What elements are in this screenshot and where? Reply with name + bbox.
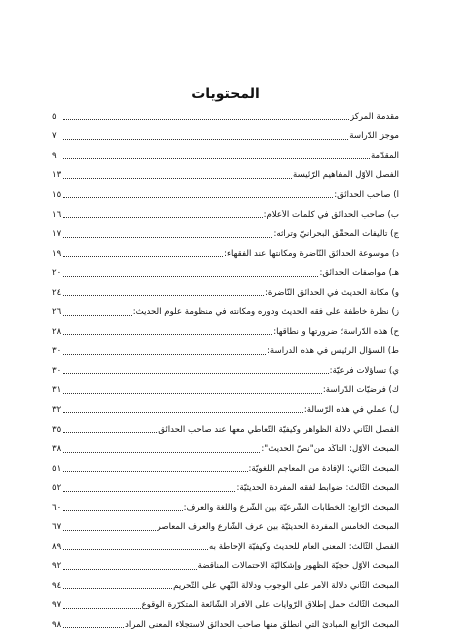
toc-entry[interactable] <box>52 322 399 342</box>
toc-entry[interactable] <box>52 576 399 596</box>
toc-page-number: ٨٩ <box>52 541 62 552</box>
toc-entry-text: الفصل الثّاني دلالة الظواهر وكيفيّة التّعاطي معها عند صاحب الحدائق <box>158 424 399 435</box>
toc-entry-text: هـ) مواصفات الحدائق: <box>319 268 399 279</box>
dot-leader <box>63 197 333 198</box>
toc-entry-text: المبحث الخامس المفردة الحديثيّة بين عرف الشّارع والعرف المعاصر <box>156 522 399 533</box>
toc-entry-text: الفصل الأوّل المفاهيم الرّئيسة <box>293 170 399 181</box>
toc-entry[interactable] <box>52 107 399 127</box>
dot-leader <box>63 588 172 589</box>
toc-entry[interactable] <box>52 615 399 635</box>
toc-page-number: ٦٠ <box>52 502 62 513</box>
toc-page-number: ٣٠ <box>52 346 62 357</box>
toc-entry-text: المبحث الثّالث حمل إطلاق الرّوايات على الأفراد الشّائعة المتكرّرة الوقوع <box>141 600 399 611</box>
toc-page-number: ٣٢ <box>52 404 62 415</box>
toc-entry[interactable] <box>52 263 399 283</box>
toc-entry-text: المبحث الثّاني: الإفادة من المعاجم اللّغويّة: <box>248 463 399 474</box>
toc-entry-text: الفصل الثّالث: المعنى العام للحديث وكيفيّة الإحاطة به <box>209 541 399 552</box>
toc-entry-text: المبحث الثّاني دلالة الأمر على الوجوب ودلالة النّهي على التّحريم <box>173 580 399 591</box>
toc-page-number: ٦٧ <box>52 522 62 533</box>
dot-leader <box>63 354 266 355</box>
toc-page-number: ٢٤ <box>52 287 62 298</box>
toc-page-number: ٥٢ <box>52 483 62 494</box>
toc-page-number: ٩٨ <box>52 619 62 630</box>
toc-entry-text: مقدمة المركز <box>350 111 399 122</box>
dot-leader <box>63 119 349 120</box>
toc-entry[interactable] <box>52 166 399 186</box>
toc-page-number: ٩٤ <box>52 580 62 591</box>
toc-entry-text: موجز الدّراسة <box>349 131 399 142</box>
toc-entry[interactable] <box>52 224 399 244</box>
toc-page-number: ٣٨ <box>52 444 62 455</box>
toc-entry-text: المبحث الثّالث: ضوابط لفقه المفردة الحديثيّة: <box>236 483 399 494</box>
toc-entry-text: المقدّمة <box>370 150 399 161</box>
toc-entry-text: المبحث الأوّل: التأكّد من"نصّ الحديث": <box>261 444 399 455</box>
toc-entry[interactable] <box>52 498 399 518</box>
toc-entry-text: المبحث الرّابع: الخطابات الشّرعيّة بين الشّرع واللّغة والعرف: <box>183 502 399 513</box>
toc-entry[interactable] <box>52 146 399 166</box>
toc-page-number: ٢٦ <box>52 307 62 318</box>
toc-entry-text: ي) تساؤلات فرعيّة: <box>329 365 399 376</box>
toc-entry[interactable] <box>52 302 399 322</box>
toc-entry[interactable] <box>52 127 399 147</box>
dot-leader <box>63 393 322 394</box>
toc-entry-text: ب) صاحب الحدائق في كلمات الأعلام: <box>263 209 399 220</box>
toc-entry[interactable] <box>52 420 399 440</box>
toc-page-number: ٩٢ <box>52 561 62 572</box>
dot-leader <box>63 452 260 453</box>
toc-entry[interactable] <box>52 185 399 205</box>
toc-page-number: ٥١ <box>52 463 62 474</box>
dot-leader <box>63 217 263 218</box>
toc-entry[interactable] <box>52 537 399 557</box>
dot-leader <box>63 158 370 159</box>
dot-leader <box>63 139 348 140</box>
toc-page-number: ٣٠ <box>52 365 62 376</box>
toc-entry-text: و) مكانة الحديث في الحدائق النّاضرة: <box>265 287 399 298</box>
toc-page-number: ٢٠ <box>52 268 62 279</box>
dot-leader <box>63 256 223 257</box>
toc-page-number: ١٧ <box>52 229 62 240</box>
toc-entry[interactable] <box>52 439 399 459</box>
toc-entry[interactable] <box>52 342 399 362</box>
toc-page-number: ٩٧ <box>52 600 62 611</box>
toc-page-number: ٢٨ <box>52 326 62 337</box>
toc-entry-text: المبحث الرّابع المبادئ التي انطلق منها صاحب الحدائق لاستجلاء المعنى المراد <box>125 619 399 630</box>
toc-page-number: ٣١ <box>52 385 62 396</box>
toc-entry[interactable] <box>52 283 399 303</box>
page-title: المحتويات <box>191 86 260 102</box>
toc-entry[interactable] <box>52 459 399 479</box>
toc-entry-text: ل) عملي في هذه الرّسالة: <box>303 404 399 415</box>
toc-entry[interactable] <box>52 244 399 264</box>
toc-page-number: ٩ <box>52 150 57 161</box>
dot-leader <box>63 276 318 277</box>
toc-page-number: ١٥ <box>52 189 62 200</box>
toc-entry-text: المبحث الأوّل حجيّة الظهور وإشكاليّة الاحتمالات المناقضة <box>197 561 399 572</box>
dot-leader <box>63 315 132 316</box>
dot-leader <box>63 295 264 296</box>
dot-leader <box>63 530 156 531</box>
toc-entry-text: ح) هذه الدّراسة؛ ضرورتها و نطاقها: <box>273 326 399 337</box>
dot-leader <box>63 627 124 628</box>
dot-leader <box>63 510 183 511</box>
dot-leader <box>63 608 141 609</box>
toc-entry-text: د) موسوعة الحدائق النّاضرة ومكانتها عند الفقهاء: <box>224 248 399 259</box>
toc-page-number: ١٦ <box>52 209 62 220</box>
toc-page-number: ٣٥ <box>52 424 62 435</box>
dot-leader <box>63 373 329 374</box>
toc-page-number: ٥ <box>52 111 57 122</box>
toc-entry[interactable] <box>52 361 399 381</box>
toc-entry[interactable] <box>52 596 399 616</box>
toc-page-number: ٧ <box>52 131 57 142</box>
dot-leader <box>63 569 197 570</box>
toc-page-number: ١٣ <box>52 170 62 181</box>
toc-page-number: ١٩ <box>52 248 62 259</box>
toc-entry-text: ك) فرضيّات الدّراسة: <box>322 385 399 396</box>
dot-leader <box>63 549 208 550</box>
toc-entry[interactable] <box>52 400 399 420</box>
dot-leader <box>63 334 272 335</box>
toc-entry[interactable] <box>52 517 399 537</box>
dot-leader <box>63 432 157 433</box>
table-of-contents <box>52 107 399 635</box>
toc-entry-text: ط) السؤال الرئيس في هذه الدراسة: <box>267 346 399 357</box>
toc-entry[interactable] <box>52 205 399 225</box>
toc-entry[interactable] <box>52 478 399 498</box>
toc-entry[interactable] <box>52 381 399 401</box>
dot-leader <box>63 178 292 179</box>
toc-entry[interactable] <box>52 557 399 577</box>
dot-leader <box>63 237 272 238</box>
toc-entry-text: ج) تأليفات المحقّق البحرانيّ وتراثه: <box>273 229 399 240</box>
dot-leader <box>63 471 248 472</box>
toc-entry-text: أ) صاحب الحدائق: <box>334 189 399 200</box>
dot-leader <box>63 491 235 492</box>
dot-leader <box>63 412 303 413</box>
toc-entry-text: ز) نظرة خاطفة على فقه الحديث ودوره ومكانته في منظومة علوم الحديث: <box>132 307 399 318</box>
